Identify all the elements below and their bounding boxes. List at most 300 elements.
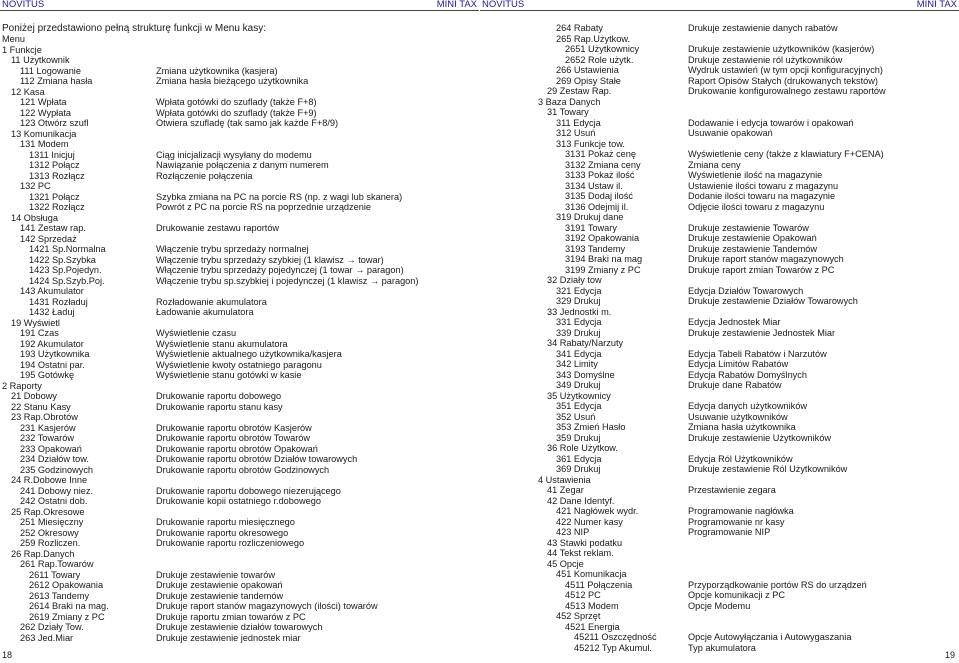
menu-item-label: 312 Usuń: [556, 128, 596, 138]
menu-item-row: [480, 643, 959, 654]
menu-item-label: 41 Zegar: [547, 485, 584, 495]
menu-item-row: [0, 391, 479, 402]
menu-item-description: Drukuje zestawienie Towarów: [688, 222, 809, 233]
menu-item-label: 22 Stanu Kasy: [11, 401, 71, 412]
page-header: [0, 0, 479, 11]
menu-item-row: [0, 66, 479, 77]
menu-item-row: [480, 86, 959, 97]
menu-item-description: Włączenie trybu sprzedaży szybkiej (1 klawisz → towar): [156, 254, 384, 265]
menu-item-label: 23 Rap.Obrotów: [11, 412, 78, 422]
menu-item-label: 1423 Sp.Pojedyn.: [29, 265, 102, 275]
menu-item-label: 313 Funkcje tow.: [556, 138, 625, 149]
menu-item-label: 121 Wpłata: [20, 97, 67, 107]
menu-item-description: Włączenie trybu sprzedaży normalnej: [156, 244, 309, 254]
menu-item-row: [0, 265, 479, 276]
menu-item-description: Drukuje zestawienie Ról Użytkowników: [688, 464, 848, 474]
menu-item-description: Drukuje zestawienie jednostek miar: [156, 632, 301, 643]
menu-item-label: 4512 PC: [565, 590, 601, 600]
menu-item-row: [480, 443, 959, 454]
menu-item-description: Drukuje zestawienie danych rabatów: [688, 23, 838, 33]
menu-item-row: [0, 507, 479, 518]
menu-item-row: [0, 97, 479, 108]
menu-item-row: [480, 422, 959, 433]
menu-item-label: 11 Użytkownik: [11, 55, 70, 65]
menu-item-label: 3199 Zmiany z PC: [565, 264, 641, 275]
menu-item-label: 235 Godzinowych: [20, 464, 94, 475]
menu-item-row: [0, 160, 479, 171]
menu-item-description: Programowanie nr kasy: [688, 516, 785, 527]
menu-item-label: 3135 Dodaj ilość: [565, 191, 633, 201]
menu-item-label: 359 Drukuj: [556, 432, 601, 443]
menu-item-label: 343 Domyślne: [556, 369, 615, 380]
menu-item-description: Edycja Rabatów Domyślnych: [688, 369, 807, 380]
menu-item-row: [480, 191, 959, 202]
menu-item-description: Rozłączenie połączenia: [156, 170, 253, 181]
menu-item-row: [480, 370, 959, 381]
menu-item-label: 4 Ustawienia: [538, 474, 591, 485]
menu-item-label: 14 Obsługa: [11, 212, 58, 223]
menu-item-label: 262 Działy Tow.: [20, 622, 84, 632]
menu-item-row: [0, 192, 479, 203]
menu-item-row: [0, 318, 479, 329]
menu-item-label: 423 NIP: [556, 527, 590, 537]
menu-item-label: 2652 Role użytk.: [565, 54, 634, 65]
menu-item-label: 142 Sprzedaż: [20, 233, 77, 244]
menu-item-description: Szybka zmiana na PC na porcie RS (np. z wagi lub skanera): [156, 191, 403, 202]
menu-item-label: 3134 Ustaw il.: [565, 180, 623, 191]
menu-item-row: [480, 538, 959, 549]
menu-item-label: 45211 Oszczędność: [574, 632, 657, 642]
menu-item-row: [0, 129, 479, 140]
menu-item-description: Ustawienie ilości towaru z magazynu: [688, 180, 839, 191]
menu-item-description: Odjęcie ilości towaru z magazynu: [688, 201, 825, 212]
menu-item-row: [480, 34, 959, 45]
menu-item-label: 35 Użytkownicy: [547, 390, 611, 401]
menu-item-row: [480, 527, 959, 538]
menu-item-label: 3193 Tandemy: [565, 243, 626, 254]
menu-item-label: 331 Edycja: [556, 317, 602, 327]
menu-item-row: [0, 76, 479, 87]
menu-item-label: 13 Komunikacja: [11, 128, 77, 139]
menu-item-label: 33 Jednostki m.: [547, 306, 612, 317]
menu-item-row: [480, 139, 959, 150]
menu-item-description: Drukowanie raportu dobowego niezerującego: [156, 485, 341, 496]
menu-item-description: Programowanie nagłówka: [688, 506, 794, 516]
menu-item-description: Drukowanie raportu obrotów Towarów: [156, 433, 311, 443]
menu-item-label: 191 Czas: [20, 328, 59, 338]
menu-item-row: [480, 401, 959, 412]
menu-item-label: 2613 Tandemy: [29, 590, 90, 601]
menu-item-row: [480, 65, 959, 76]
menu-item-label: 36 Role Użytkow.: [547, 443, 618, 453]
menu-item-row: [480, 590, 959, 601]
menu-item-row: [480, 517, 959, 528]
menu-item-description: Drukowanie raportu obrotów Kasjerów: [156, 422, 312, 433]
menu-item-row: [0, 118, 479, 129]
menu-item-description: Zmiana hasła użytkownika: [688, 422, 796, 432]
menu-item-row: [480, 506, 959, 517]
menu-item-row: [480, 307, 959, 318]
menu-item-description: Rozładowanie akumulatora: [156, 296, 267, 307]
menu-item-row: [0, 454, 479, 465]
menu-item-description: Wpłata gotówki do szuflady (także F+8): [156, 97, 317, 107]
menu-item-label: 25 Rap.Okresowe: [11, 506, 85, 517]
menu-item-label: 319 Drukuj dane: [556, 212, 624, 222]
menu-item-label: 329 Drukuj: [556, 296, 601, 306]
menu-item-label: 1431 Rozładuj: [29, 296, 88, 307]
menu-item-row: [0, 360, 479, 371]
menu-item-description: Drukuje zestawienie towarów: [156, 569, 275, 580]
menu-item-row: [480, 170, 959, 181]
menu-item-label: 4511 Połączenia: [565, 579, 633, 590]
menu-item-description: Edycja Działów Towarowych: [688, 285, 804, 296]
menu-item-row: [0, 213, 479, 224]
menu-item-row: [0, 528, 479, 539]
menu-item-label: 452 Sprzęt: [556, 611, 601, 621]
menu-item-label: 353 Zmień Hasło: [556, 422, 626, 432]
menu-item-description: Drukowanie raportu miesięcznego: [156, 517, 295, 527]
menu-item-label: 349 Drukuj: [556, 380, 601, 390]
menu-item-row: [480, 464, 959, 475]
menu-item-label: 12 Kasa: [11, 86, 45, 97]
menu-item-row: [480, 328, 959, 339]
menu-item-row: [0, 559, 479, 570]
menu-item-label: 261 Rap.Towarów: [20, 559, 94, 569]
right-page: [480, 0, 959, 663]
menu-item-row: [480, 380, 959, 391]
menu-item-row: [480, 317, 959, 328]
menu-item-row: [480, 338, 959, 349]
menu-item-description: Opcje Modemu: [688, 600, 751, 611]
menu-item-description: Przyporządkowanie portów RS do urządzeń: [688, 579, 867, 590]
menu-item-description: Zmiana hasła bieżącego użytkownika: [156, 76, 309, 86]
menu-item-row: [480, 296, 959, 307]
menu-item-label: 3132 Zmiana ceny: [565, 159, 641, 170]
menu-item-row: [0, 328, 479, 339]
menu-item-description: Drukuje zestawienie Działów Towarowych: [688, 296, 858, 306]
menu-item-row: [0, 517, 479, 528]
menu-item-description: Nawiązanie połączenia z danym numerem: [156, 160, 329, 170]
menu-item-description: Drukuje dane Rabatów: [688, 380, 782, 390]
menu-item-description: Otwiera szufladę (tak samo jak każde F+8/9): [156, 118, 339, 128]
menu-item-label: 2611 Towary: [29, 569, 81, 580]
menu-item-row: [0, 370, 479, 381]
menu-item-description: Drukuje raport stanów magazynowych (ilości) towarów: [156, 601, 378, 611]
left-page: [0, 0, 479, 663]
menu-item-label: 234 Działów tow.: [20, 454, 89, 464]
menu-item-label: 195 Gotówkę: [20, 370, 75, 380]
menu-item-row: [0, 223, 479, 234]
menu-item-description: Dodanie ilości towaru na magazynie: [688, 191, 836, 201]
menu-item-row: [480, 202, 959, 213]
menu-item-description: Drukowanie raportu dobowego: [156, 391, 282, 401]
menu-item-description: Dodawanie i edycja towarów i opakowań: [688, 117, 854, 128]
menu-item-description: Edycja danych użytkowników: [688, 401, 807, 411]
menu-item-label: 242 Ostatni dob.: [20, 496, 88, 506]
menu-item-row: [0, 549, 479, 560]
menu-item-description: Drukowanie raportu obrotów Godzinowych: [156, 464, 330, 475]
page-header: [480, 0, 959, 11]
menu-item-label: 34 Rabaty/Narzuty: [547, 338, 624, 348]
menu-item-label: 241 Dobowy niez.: [20, 485, 94, 496]
menu-item-description: Drukuje raport stanów magazynowych: [688, 254, 844, 264]
menu-item-description: Usuwanie użytkowników: [688, 411, 788, 422]
menu-item-label: 321 Edycja: [556, 285, 602, 296]
menu-item-label: 422 Numer kasy: [556, 516, 623, 527]
menu-item-description: Drukowanie konfigurowalnego zestawu raportów: [688, 86, 886, 96]
menu-item-row: [0, 202, 479, 213]
menu-item-description: Edycja Jednostek Miar: [688, 317, 781, 327]
menu-item-label: 26 Rap.Danych: [11, 548, 75, 559]
menu-item-row: [480, 496, 959, 507]
menu-item-label: 252 Okresowy: [20, 527, 79, 538]
menu-structure-list: [480, 23, 959, 653]
menu-item-label: 45212 Typ Akumul.: [574, 642, 652, 653]
menu-item-label: 3191 Towary: [565, 222, 617, 233]
menu-item-description: Wpłata gotówki do szuflady (także F+9): [156, 107, 317, 118]
menu-item-row: [480, 391, 959, 402]
menu-item-description: Włączenie trybu sprzedaży pojedynczej (1 towar → paragon): [156, 265, 404, 275]
menu-item-description: Typ akumulatora: [688, 642, 756, 653]
menu-item-row: [0, 612, 479, 623]
menu-item-label: 232 Towarów: [20, 433, 74, 443]
menu-item-label: 111 Logowanie: [20, 65, 81, 76]
menu-item-row: [480, 559, 959, 570]
menu-item-row: [480, 433, 959, 444]
menu-item-description: Ładowanie akumulatora: [156, 307, 254, 317]
menu-item-description: Opcje komunikacji z PC: [688, 590, 786, 600]
menu-item-description: Drukowanie raportu okresowego: [156, 527, 289, 538]
menu-item-label: 341 Edycja: [556, 348, 602, 359]
menu-item-description: Wyświetlenie kwoty ostatniego paragonu: [156, 359, 322, 370]
menu-item-label: 143 Akumulator: [20, 286, 84, 296]
menu-item-row: [0, 181, 479, 192]
header-brand: NOVITUS: [482, 0, 525, 10]
menu-item-label: 19 Wyświetl: [11, 317, 60, 328]
menu-item-row: [0, 276, 479, 287]
menu-item-label: 352 Usuń: [556, 411, 596, 422]
menu-item-label: 2 Raporty: [2, 380, 42, 391]
menu-item-description: Edycja Tabeli Rabatów i Narzutów: [688, 348, 827, 359]
menu-item-row: [480, 254, 959, 265]
menu-item-description: Raport Opisów Stałych (drukowanych tekstów): [688, 75, 878, 86]
menu-item-row: [480, 454, 959, 465]
menu-item-label: 45 Opcje: [547, 558, 584, 569]
menu-item-row: [0, 339, 479, 350]
menu-item-row: [480, 160, 959, 171]
menu-item-description: Ciąg inicjalizacji wysyłany do modemu: [156, 149, 312, 160]
menu-item-label: 1432 Ładuj: [29, 307, 75, 317]
menu-item-row: [480, 44, 959, 55]
menu-item-label: 2651 Użytkownicy: [565, 44, 640, 54]
menu-item-row: [0, 244, 479, 255]
menu-item-label: 123 Otwórz szufl: [20, 118, 89, 128]
menu-item-description: Drukowanie raportu obrotów Działów towarowych: [156, 454, 358, 464]
menu-item-row: [480, 286, 959, 297]
menu-item-description: Drukuje zestawienie ról użytkowników: [688, 54, 843, 65]
menu-item-row: [480, 118, 959, 129]
menu-item-row: [480, 55, 959, 66]
menu-item-label: 2619 Zmiany z PC: [29, 611, 105, 622]
menu-item-label: 1321 Połącz: [29, 191, 80, 202]
menu-item-label: 451 Komunikacja: [556, 569, 627, 579]
menu-item-row: [0, 87, 479, 98]
menu-item-label: 3133 Pokaż ilość: [565, 170, 635, 180]
menu-item-label: 311 Edycja: [556, 117, 601, 128]
menu-item-label: 141 Zestaw rap.: [20, 223, 86, 233]
menu-item-row: [480, 359, 959, 370]
menu-item-label: 1313 Rozłącz: [29, 170, 85, 181]
menu-item-label: 44 Tekst reklam.: [547, 548, 614, 558]
menu-item-label: 122 Wypłata: [20, 107, 71, 118]
menu-item-description: Drukuje zestawienie opakowań: [156, 580, 283, 590]
menu-item-label: 2612 Opakowania: [29, 580, 104, 590]
menu-item-row: [0, 286, 479, 297]
menu-item-label: 339 Drukuj: [556, 327, 601, 338]
menu-item-description: Drukuje zestawienie użytkowników (kasjerów): [688, 44, 875, 54]
menu-item-label: 24 R.Dobowe Inne: [11, 475, 88, 485]
menu-item-label: 3 Baza Danych: [538, 96, 601, 107]
header-model: MINI TAX: [916, 0, 957, 10]
menu-item-label: Menu: [2, 34, 25, 44]
menu-item-label: 259 Rozliczen.: [20, 538, 81, 548]
menu-item-description: Wyświetlenie aktualnego użytkownika/kasjera: [156, 349, 342, 359]
menu-item-description: Drukuje zestawienie działów towarowych: [156, 622, 323, 632]
menu-item-label: 131 Modem: [20, 139, 69, 149]
menu-item-description: Wyświetlenie stanu akumulatora: [156, 338, 288, 349]
menu-item-description: Drukowanie raportu stanu kasy: [156, 401, 283, 412]
menu-item-description: Opcje Autowyłączania i Autowygaszania: [688, 632, 852, 642]
menu-item-label: 32 Działy tow: [547, 275, 602, 285]
menu-item-description: Wyświetlenie czasu: [156, 328, 237, 338]
menu-item-description: Drukowanie kopii ostatniego r.dobowego: [156, 496, 321, 506]
menu-item-row: [0, 465, 479, 476]
menu-item-row: [0, 108, 479, 119]
menu-item-row: [480, 622, 959, 633]
menu-item-description: Wydruk ustawień (w tym opcji konfiguracyjnych): [688, 65, 883, 75]
menu-item-row: [480, 223, 959, 234]
menu-item-row: [0, 171, 479, 182]
menu-item-row: [0, 423, 479, 434]
menu-item-description: Wyświetlenie stanu gotówki w kasie: [156, 370, 302, 380]
menu-item-row: [0, 475, 479, 486]
menu-item-row: [0, 150, 479, 161]
menu-item-description: Edycja Limitów Rabatów: [688, 359, 789, 369]
menu-item-row: [0, 45, 479, 56]
menu-item-label: 132 PC: [20, 181, 51, 191]
menu-item-label: 4521 Energia: [565, 621, 620, 632]
menu-item-row: [0, 633, 479, 644]
menu-item-label: 1422 Sp.Szybka: [29, 254, 96, 265]
menu-item-row: [0, 139, 479, 150]
menu-item-label: 265 Rap.Użytkow.: [556, 33, 631, 44]
menu-item-row: [0, 580, 479, 591]
menu-item-description: Zmiana użytkownika (kasjera): [156, 65, 278, 76]
menu-item-row: [480, 97, 959, 108]
menu-item-row: [0, 307, 479, 318]
menu-item-label: 3136 Odejmij il.: [565, 201, 629, 212]
menu-item-row: [480, 349, 959, 360]
menu-item-row: [480, 611, 959, 622]
menu-item-row: [480, 412, 959, 423]
menu-item-row: [480, 569, 959, 580]
menu-item-row: [480, 244, 959, 255]
menu-item-label: 233 Opakowań: [20, 443, 82, 454]
menu-item-row: [0, 402, 479, 413]
menu-item-row: [480, 265, 959, 276]
menu-item-description: Drukuje zestawienie Jednostek Miar: [688, 327, 836, 338]
menu-item-label: 269 Opisy Stałe: [556, 75, 621, 86]
menu-item-description: Drukuje zestawienie Użytkowników: [688, 432, 831, 443]
menu-item-description: Drukuje zestawienie tandemów: [156, 590, 284, 601]
menu-item-label: 3131 Pokaż cenę: [565, 149, 637, 159]
menu-item-label: 351 Edycja: [556, 401, 602, 411]
menu-item-label: 1421 Sp.Normalna: [29, 244, 106, 254]
intro-text: Poniżej przedstawiono pełną strukturę funkcji w Menu kasy:: [2, 23, 267, 34]
menu-item-label: 251 Miesięczny: [20, 517, 84, 527]
menu-item-row: [480, 181, 959, 192]
menu-item-label: 43 Stawki podatku: [547, 537, 623, 548]
menu-item-label: 1311 Inicjuj: [29, 149, 75, 160]
page-number: 19: [944, 650, 955, 660]
menu-item-row: [0, 591, 479, 602]
menu-item-description: Drukuje raportu zmian towarów z PC: [156, 611, 306, 622]
menu-item-row: [480, 548, 959, 559]
menu-item-label: 194 Ostatni par.: [20, 359, 85, 370]
menu-item-row: [0, 381, 479, 392]
menu-item-row: [480, 601, 959, 612]
menu-item-description: Programowanie NIP: [688, 527, 771, 537]
menu-structure-list: [0, 34, 479, 643]
menu-item-label: 1424 Sp.Szyb.Poj.: [29, 275, 105, 286]
menu-item-label: 1 Funkcje: [2, 44, 42, 55]
menu-item-row: [0, 255, 479, 266]
menu-item-description: Wyświetlenie ceny (także z klawiatury F+CENA): [688, 149, 884, 159]
menu-item-row: [0, 234, 479, 245]
menu-item-row: [480, 107, 959, 118]
menu-item-label: 361 Edycja: [556, 453, 602, 464]
menu-item-label: 266 Ustawienia: [556, 65, 619, 75]
menu-item-label: 42 Dane Identyf.: [547, 495, 615, 506]
menu-item-row: [480, 485, 959, 496]
menu-item-description: Włączenie trybu sp.szybkiej i pojedynczej (1 klawisz → paragon): [156, 275, 419, 286]
menu-item-description: Drukuje zestawienie Tandemów: [688, 243, 818, 254]
header-brand: NOVITUS: [2, 0, 45, 10]
menu-item-label: 3192 Opakowania: [565, 233, 640, 243]
menu-item-row: [480, 128, 959, 139]
menu-item-label: 342 Limity: [556, 359, 598, 369]
menu-item-row: [0, 412, 479, 423]
menu-item-description: Wyświetlenie ilość na magazynie: [688, 170, 823, 180]
menu-item-label: 231 Kasjerów: [20, 422, 76, 433]
menu-item-description: Drukuje zestawienie Opakowań: [688, 233, 817, 243]
menu-item-label: 1322 Rozłącz: [29, 202, 85, 212]
menu-item-label: 1312 Połącz: [29, 160, 80, 170]
menu-item-description: Drukowanie raportu rozliczeniowego: [156, 538, 305, 548]
menu-item-row: [480, 212, 959, 223]
page-number: 18: [2, 650, 13, 660]
menu-item-description: Edycja Ról Użytkowników: [688, 453, 793, 464]
menu-item-description: Usuwanie opakowań: [688, 128, 773, 138]
menu-item-label: 112 Zmiana hasła: [20, 76, 93, 86]
menu-item-row: [480, 23, 959, 34]
menu-item-label: 4513 Modem: [565, 600, 619, 611]
menu-item-label: 421 Nagłówek wydr.: [556, 506, 639, 516]
menu-item-label: 263 Jed.Miar: [20, 632, 74, 643]
menu-item-description: Drukowanie raportu obrotów Opakowań: [156, 443, 318, 454]
menu-item-row: [0, 444, 479, 455]
header-model: MINI TAX: [436, 0, 477, 10]
